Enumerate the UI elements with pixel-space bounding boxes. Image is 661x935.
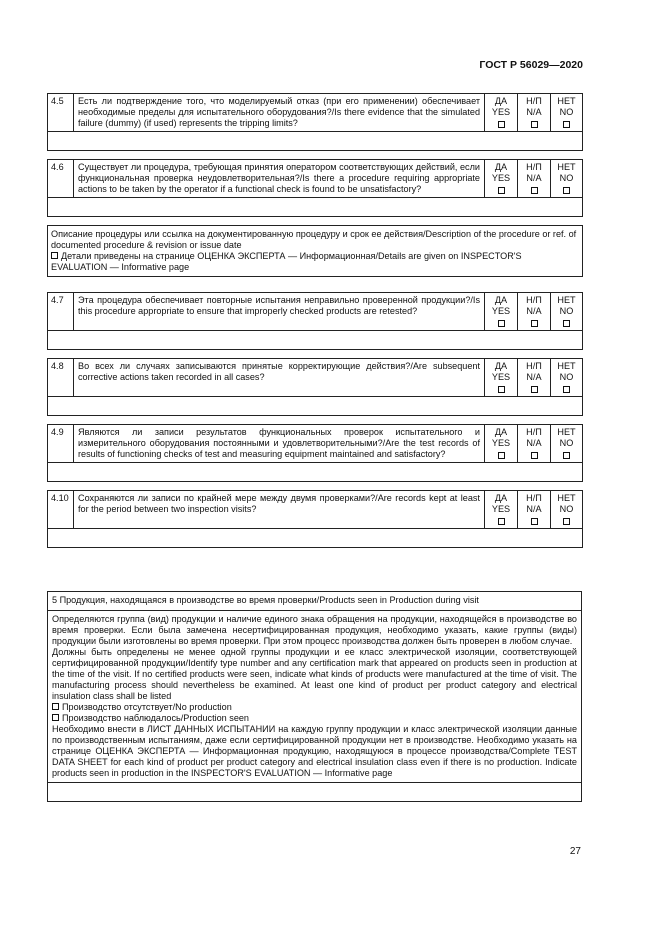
question-text: Во всех ли случаях записываются принятые корректирующие действия?/Are subsequent corrective actions taken recorded in all cases? [74,359,485,397]
no-production-label: Производство отсутствует/No production [62,702,232,712]
no-checkbox[interactable] [563,187,570,194]
na-option[interactable]: Н/П N/A [518,359,551,397]
question-row [48,425,583,463]
production-paragraph: Должны быть определены не менее одной группы продукции и ее класс электрической изоляции, соответствующей сертифицированной продукции/Identify type number and any certification mark that appeared on products seen in production at the time of the visit. If no certified products were seen, indicate what kinds of products were manufactured at the time of visit. The manufacturing process should nevertheless be examined. At least one kind of product per product category and electrical insulation class shall be listed [52,647,577,701]
comment-field[interactable] [48,198,583,217]
question-row [48,359,583,397]
question-number: 4.9 [48,425,74,463]
yes-checkbox[interactable] [498,386,505,393]
na-option[interactable]: Н/П N/A [518,160,551,198]
na-option[interactable]: Н/П N/A [518,94,551,132]
yes-option[interactable]: ДА YES [485,425,518,463]
comment-field[interactable] [48,132,583,151]
na-checkbox[interactable] [531,518,538,525]
question-row [48,160,583,198]
production-section [47,591,582,802]
na-checkbox[interactable] [531,187,538,194]
question-row [48,491,583,529]
procedure-description-text: Описание процедуры или ссылка на документированную процедуру и срок ее действия/Description of the procedure or ref. of documented procedure & revision or issue date [51,229,577,250]
details-checkbox-label: Детали приведены на странице ОЦЕНКА ЭКСПЕРТА — Информационная/Details are given on INSPECTOR'S EVALUATION — Informative page [51,251,522,272]
no-option[interactable]: НЕТ NO [551,94,583,132]
production-section-title: 5 Продукция, находящаяся в производстве во время проверки/Products seen in Production during visit [48,592,582,611]
production-paragraph: Определяются группа (вид) продукции и наличие единого знака обращения на продукции, находящейся в производстве во время проверки. Если была замечена несертифицированная продукция, необходимо указать, какие группы (виды) продукции были изготовлены во время проверки. При этом процесс производства должен быть проверен в любом случае. [52,614,577,646]
production-seen-label: Производство наблюдалось/Production seen [62,713,249,723]
yes-checkbox[interactable] [498,518,505,525]
comment-field[interactable] [48,331,583,350]
production-notes-field[interactable] [48,783,582,802]
na-option[interactable]: Н/П N/A [518,293,551,331]
yes-checkbox[interactable] [498,187,505,194]
question-row [48,94,583,132]
comment-field[interactable] [48,529,583,548]
question-text: Сохраняются ли записи по крайней мере между двумя проверками?/Are records kept at least for the period between two inspection visits? [74,491,485,529]
no-option[interactable]: НЕТ NO [551,293,583,331]
comment-field[interactable] [48,463,583,482]
question-number: 4.7 [48,293,74,331]
production-instructions [48,611,582,783]
no-checkbox[interactable] [563,121,570,128]
comment-field[interactable] [48,397,583,416]
yes-checkbox[interactable] [498,452,505,459]
question-text: Есть ли подтверждение того, что моделируемый отказ (при его применении) обеспечивает необходимые пределы для испытательного оборудования?/Is there evidence that the simulated failure (dummy) (if used) represents the tripping limits? [74,94,485,132]
question-number: 4.6 [48,160,74,198]
yes-option[interactable]: ДА YES [485,160,518,198]
production-paragraph: Необходимо внести в ЛИСТ ДАННЫХ ИСПЫТАНИИ на каждую группу продукции и класс электрической изоляции данные по производственным испытаниям, даже если сертифицированной продукции нет в производстве. Необходимо указать на странице ОЦЕНКА ЭКСПЕРТА — Информационная продукцию, находящуюся в процессе производства/Complete TEST DATA SHEET for each kind of product per product category and electrical insulation class even if there is no production. Indicate products seen in production in the INSPECTOR'S EVALUATION — Informative page [52,724,577,778]
no-checkbox[interactable] [563,320,570,327]
question-number: 4.8 [48,359,74,397]
question-text: Эта процедура обеспечивает повторные испытания неправильно проверенной продукции?/Is this procedure appropriate to ensure that improperly checked products are retested? [74,293,485,331]
yes-option[interactable]: ДА YES [485,293,518,331]
no-option[interactable]: НЕТ NO [551,491,583,529]
yes-option[interactable]: ДА YES [485,491,518,529]
production-seen-checkbox[interactable] [52,714,59,721]
procedure-description [48,226,583,277]
question-number: 4.10 [48,491,74,529]
no-option[interactable]: НЕТ NO [551,359,583,397]
na-checkbox[interactable] [531,452,538,459]
no-checkbox[interactable] [563,386,570,393]
yes-checkbox[interactable] [498,121,505,128]
na-option[interactable]: Н/П N/A [518,425,551,463]
details-checkbox[interactable] [51,252,58,259]
question-text: Являются ли записи результатов функциональных проверок испытательного и измерительного оборудования постоянными и удовлетворительными?/Are the test records of results of functioning checks of test and measuring equipment maintained and satisfactory? [74,425,485,463]
no-checkbox[interactable] [563,452,570,459]
yes-option[interactable]: ДА YES [485,359,518,397]
no-option[interactable]: НЕТ NO [551,160,583,198]
no-option[interactable]: НЕТ NO [551,425,583,463]
na-option[interactable]: Н/П N/A [518,491,551,529]
na-checkbox[interactable] [531,320,538,327]
question-text: Существует ли процедура, требующая принятия оператором соответствующих действий, если функциональная проверка неудовлетворительная?/Is there a procedure requiring appropriate actions to be taken by the operator if a functional check is found to be unsatisfactory? [74,160,485,198]
na-checkbox[interactable] [531,121,538,128]
questions-table [47,93,583,548]
page-number: 27 [569,846,581,857]
question-number: 4.5 [48,94,74,132]
no-production-checkbox[interactable] [52,703,59,710]
yes-option[interactable]: ДА YES [485,94,518,132]
no-checkbox[interactable] [563,518,570,525]
question-row [48,293,583,331]
yes-checkbox[interactable] [498,320,505,327]
document-code: ГОСТ Р 56029—2020 [479,59,583,71]
na-checkbox[interactable] [531,386,538,393]
